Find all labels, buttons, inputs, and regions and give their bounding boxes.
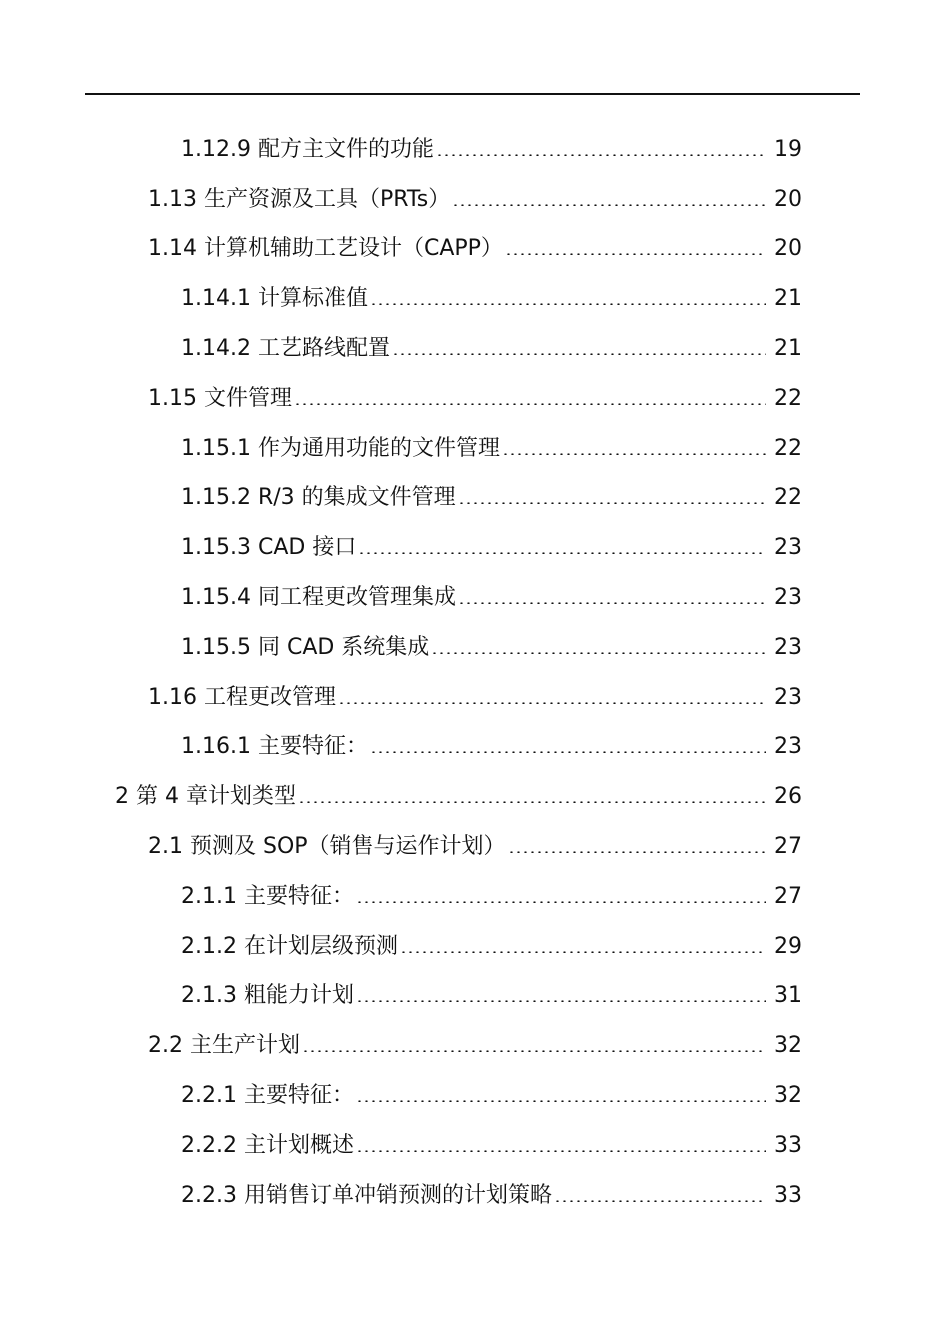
toc-entry[interactable] [0, 523, 950, 573]
dot-leader [338, 702, 766, 704]
toc-entry-title: 1.16 工程更改管理 [148, 684, 336, 710]
toc-entry[interactable] [0, 175, 950, 225]
toc-page-number: 32 [774, 1083, 802, 1109]
dot-leader [505, 253, 766, 255]
dot-leader [294, 403, 766, 405]
toc-entry-title: 1.15 文件管理 [148, 385, 292, 411]
toc-entry-title: 1.13 生产资源及工具（PRTs） [148, 186, 451, 212]
toc-entry-title: 2.2.3 用销售订单冲销预测的计划策略 [181, 1182, 552, 1208]
toc-entry[interactable] [0, 772, 950, 822]
toc-page-number: 21 [774, 286, 802, 312]
toc-page-number: 27 [774, 883, 802, 909]
toc-page-number: 22 [774, 385, 802, 411]
toc-page-number: 23 [774, 734, 802, 760]
toc-entry-title: 1.15.3 CAD 接口 [181, 535, 357, 561]
toc-entry[interactable] [0, 822, 950, 872]
toc-entry-title: 2.2.2 主计划概述 [181, 1132, 354, 1158]
dot-leader [358, 552, 766, 554]
toc-page-number: 31 [774, 983, 802, 1009]
toc-entry-title: 1.12.9 配方主文件的功能 [181, 136, 434, 162]
toc-entry-title: 1.15.1 作为通用功能的文件管理 [181, 435, 500, 461]
toc-entry[interactable] [0, 623, 950, 673]
toc-entry-title: 2.2.1 主要特征： [181, 1083, 354, 1109]
toc-page-number: 20 [774, 236, 802, 262]
toc-page-number: 22 [774, 485, 802, 511]
toc-entry[interactable] [0, 673, 950, 723]
dot-leader [298, 801, 766, 803]
toc-page-number: 29 [774, 933, 802, 959]
dot-leader [370, 303, 766, 305]
toc-entry[interactable] [0, 424, 950, 474]
dot-leader [370, 751, 766, 753]
dot-leader [356, 1100, 766, 1102]
toc-entry-title: 1.14.2 工艺路线配置 [181, 336, 390, 362]
dot-leader [508, 851, 766, 853]
toc-page-number: 26 [774, 784, 802, 810]
dot-leader [392, 353, 766, 355]
toc-entry[interactable] [0, 1071, 950, 1121]
toc-entry-title: 1.15.5 同 CAD 系统集成 [181, 634, 430, 660]
dot-leader [502, 453, 766, 455]
toc-entry-title: 1.14.1 计算标准值 [181, 286, 368, 312]
toc-entry[interactable] [0, 1171, 950, 1221]
dot-leader [302, 1050, 766, 1052]
toc-entry-title: 2 第 4 章计划类型 [115, 784, 296, 810]
toc-entry[interactable] [0, 723, 950, 773]
toc-entry-title: 2.1 预测及 SOP（销售与运作计划） [148, 834, 506, 860]
toc-entry[interactable] [0, 125, 950, 175]
dot-leader [431, 652, 766, 654]
toc-entry-title: 1.16.1 主要特征： [181, 734, 368, 760]
toc-entry-title: 1.15.2 R/3 的集成文件管理 [181, 485, 456, 511]
toc-page-number: 33 [774, 1182, 802, 1208]
dot-leader [458, 502, 766, 504]
header-rule [85, 93, 860, 95]
toc-page-number: 23 [774, 585, 802, 611]
toc-entry[interactable] [0, 922, 950, 972]
toc-entry-title: 1.14 计算机辅助工艺设计（CAPP） [148, 236, 503, 262]
toc-entry[interactable] [0, 374, 950, 424]
toc-entry[interactable] [0, 972, 950, 1022]
toc-page-number: 23 [774, 535, 802, 561]
toc-entry-title: 2.1.2 在计划层级预测 [181, 933, 398, 959]
dot-leader [356, 1000, 766, 1002]
toc-entry[interactable] [0, 324, 950, 374]
toc-entry[interactable] [0, 225, 950, 275]
toc-entry[interactable] [0, 1121, 950, 1171]
dot-leader [356, 1150, 766, 1152]
dot-leader [436, 154, 766, 156]
toc-entry[interactable] [0, 573, 950, 623]
toc-page-number: 22 [774, 435, 802, 461]
toc-entry[interactable] [0, 474, 950, 524]
toc-page-number: 23 [774, 684, 802, 710]
toc-entry[interactable] [0, 1021, 950, 1071]
toc-page-number: 20 [774, 186, 802, 212]
toc-entry-title: 1.15.4 同工程更改管理集成 [181, 585, 456, 611]
toc-entry-title: 2.1.1 主要特征： [181, 883, 354, 909]
dot-leader [452, 204, 766, 206]
dot-leader [458, 602, 766, 604]
toc-page-number: 27 [774, 834, 802, 860]
toc-entry[interactable] [0, 274, 950, 324]
toc-page-number: 23 [774, 634, 802, 660]
dot-leader [400, 951, 766, 953]
dot-leader [554, 1200, 766, 1202]
toc-page-number: 19 [774, 136, 802, 162]
toc-entry-title: 2.2 主生产计划 [148, 1033, 300, 1059]
toc-entry[interactable] [0, 872, 950, 922]
toc-page-number: 21 [774, 336, 802, 362]
toc-entry-title: 2.1.3 粗能力计划 [181, 983, 354, 1009]
toc-page-number: 33 [774, 1132, 802, 1158]
table-of-contents [0, 125, 950, 1221]
dot-leader [356, 901, 766, 903]
toc-page-number: 32 [774, 1033, 802, 1059]
